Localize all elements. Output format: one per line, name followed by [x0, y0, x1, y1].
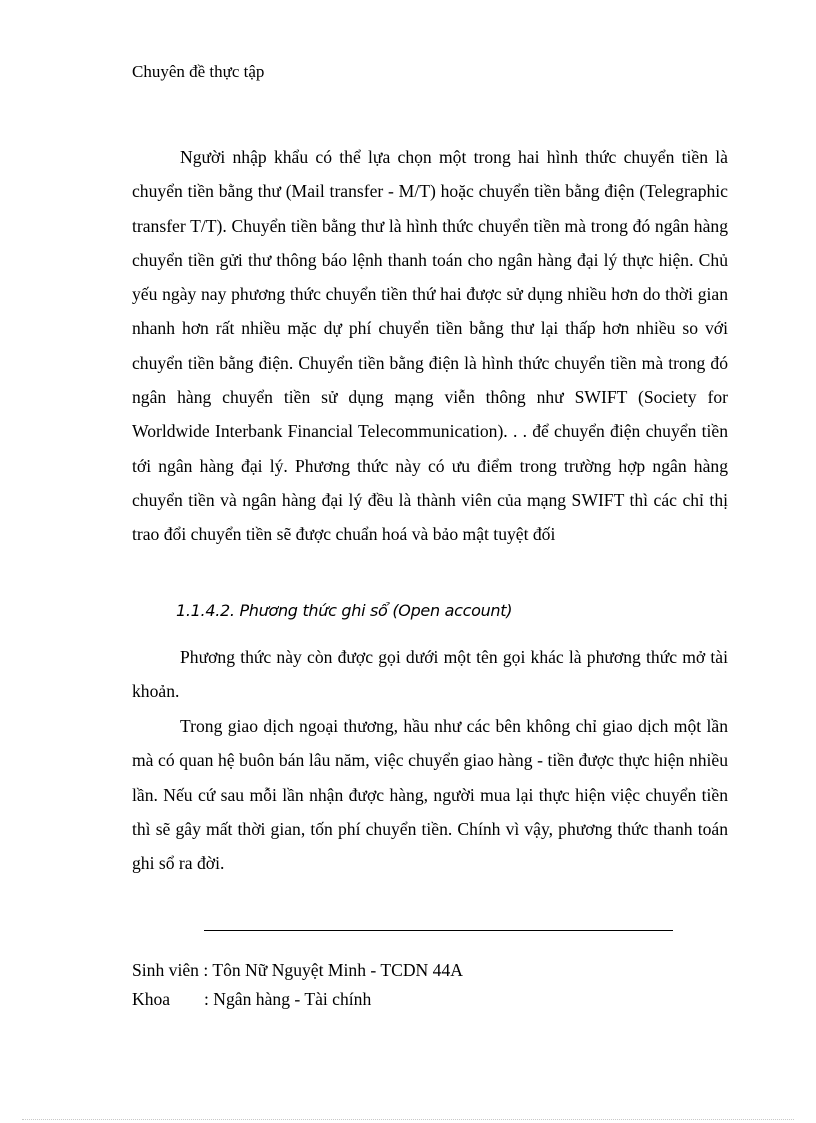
footer-faculty-label: Khoa — [132, 989, 171, 1009]
paragraph-open-account-definition: Phương thức này còn được gọi dưới một tên gọi khác là phương thức mở tài khoản. — [132, 647, 728, 702]
paragraph-transfer-methods: Người nhập khẩu có thể lựa chọn một trong hai hình thức chuyển tiền là chuyển tiền bằng thư (Mail transfer - M/T) hoặc chuyển tiền bằng điện (Telegraphic transfer T/T). Chuyển tiền bằng thư là hình thức chuyển tiền mà trong đó ngân hàng chuyển tiền gửi thư thông báo lệnh thanh toán cho ngân hàng đại lý thực hiện. Chủ yếu ngày nay phương thức chuyển tiền thứ hai được sử dụng nhiều hơn do thời gian nhanh hơn rất nhiều mặc dự phí chuyển tiền bằng thư lại thấp hơn nhiều so với chuyển tiền bằng điện. Chuyển tiền bằng điện là hình thức chuyển tiền mà trong đó ngân hàng chuyển tiền sử dụng mạng viễn thông như SWIFT (Society for Worldwide Interbank Financial Telecommunication). . . để chuyển điện chuyển tiền tới ngân hàng đại lý. Phương thức này có ưu điểm trong trường hợp ngân hàng chuyển tiền và ngân hàng đại lý đều là thành viên của mạng SWIFT thì các chỉ thị trao đổi chuyển tiền sẽ được chuẩn hoá và bảo mật tuyệt đối — [132, 147, 728, 545]
footer-faculty-value: : Ngân hàng - Tài chính — [204, 989, 372, 1009]
page-bottom-border — [22, 1119, 794, 1120]
footer-divider — [204, 930, 673, 931]
page-header: Chuyên đề thực tập — [132, 62, 265, 81]
footer-faculty — [132, 985, 371, 1013]
paragraph-open-account-origin: Trong giao dịch ngoại thương, hầu như các bên không chỉ giao dịch một lần mà có quan hệ buôn bán lâu năm, việc chuyển giao hàng - tiền được thực hiện nhiều lần. Nếu cứ sau mỗi lần nhận được hàng, người mua lại thực hiện việc chuyển tiền thì sẽ gây mất thời gian, tốn phí chuyển tiền. Chính vì vậy, phương thức thanh toán ghi sổ ra đời. — [132, 716, 728, 874]
footer-student: Sinh viên : Tôn Nữ Nguyệt Minh - TCDN 44A — [132, 960, 463, 980]
section-heading: 1.1.4.2. Phương thức ghi sổ (Open account) — [176, 601, 513, 620]
